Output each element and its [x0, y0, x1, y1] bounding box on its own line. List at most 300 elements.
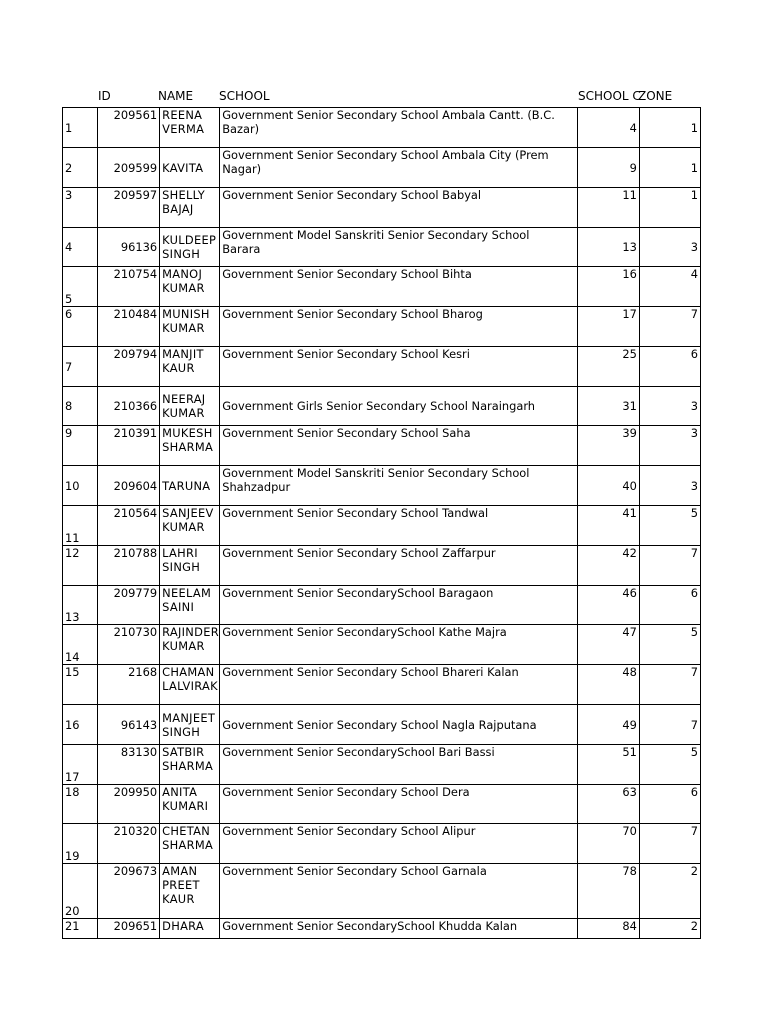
school-cell: [220, 466, 578, 506]
name-cell-line: SANJEEV: [162, 506, 214, 520]
name-cell: [160, 148, 220, 188]
name-cell-line: SHARMA: [162, 440, 214, 454]
serial-cell-line: 19: [65, 849, 80, 863]
school-code-cell: [577, 586, 639, 625]
name-cell-line: CHETAN: [162, 824, 211, 838]
name-cell: [160, 267, 220, 307]
serial-cell-line: 14: [65, 650, 80, 664]
zone-cell-line: 7: [690, 665, 698, 679]
school-cell-line: Government Senior SecondarySchool Khudda Kalan: [222, 919, 518, 933]
id-cell-line: 209599: [113, 160, 158, 175]
serial-cell: [63, 824, 98, 864]
school-cell: [220, 387, 578, 426]
serial-cell-line: 6: [65, 307, 73, 321]
table-row: [63, 824, 701, 864]
school-cell-line: Government Senior Secondary School Babyal: [222, 188, 482, 202]
name-cell-line: AMAN: [162, 864, 198, 878]
zone-cell-line: 7: [690, 546, 698, 560]
table-row: [63, 705, 701, 745]
zone-cell-line: 5: [690, 625, 698, 639]
school-cell-line: Government Senior Secondary School Tandwal: [222, 506, 489, 520]
zone-cell-line: 2: [690, 919, 698, 933]
name-cell: [160, 546, 220, 586]
header-school-code: SCHOOL C: [578, 89, 641, 103]
school-code-cell: [577, 785, 639, 824]
zone-cell-line: 3: [690, 426, 698, 440]
school-cell: [220, 625, 578, 665]
zone-cell-line: 7: [690, 307, 698, 321]
table-row: [63, 426, 701, 466]
id-cell: [98, 466, 160, 506]
name-cell-line: SHARMA: [162, 759, 214, 773]
serial-cell-line: 13: [65, 610, 80, 624]
id-cell-line: 210391: [113, 426, 158, 440]
zone-cell-line: 1: [690, 120, 698, 135]
zone-cell-line: 7: [690, 824, 698, 838]
school-code-cell: [577, 148, 639, 188]
zone-cell: [639, 267, 700, 307]
zone-cell-line: 3: [690, 240, 698, 254]
school-code-cell: [577, 919, 639, 939]
name-cell-line: MANOJ: [162, 267, 203, 281]
school-code-cell-line: 9: [629, 160, 637, 175]
school-code-cell: [577, 228, 639, 267]
zone-cell: [639, 919, 700, 939]
school-cell-line: Government Senior SecondarySchool Bari Bassi: [222, 745, 495, 759]
table-row: [63, 506, 701, 546]
id-cell-line: 2168: [128, 665, 158, 679]
zone-cell-line: 1: [690, 188, 698, 202]
name-cell-line: VERMA: [162, 122, 205, 136]
name-cell-line: MUNISH: [162, 307, 210, 321]
serial-cell-line: 17: [65, 770, 80, 784]
school-code-cell: [577, 665, 639, 705]
serial-cell: [63, 705, 98, 745]
school-cell-line: Government Senior Secondary School Bihta: [222, 267, 472, 281]
school-cell-line: Government Senior Secondary School Nagla Rajputana: [222, 717, 537, 732]
zone-cell: [639, 347, 700, 387]
serial-cell-line: 21: [65, 919, 80, 933]
header-id: ID: [98, 89, 111, 103]
serial-cell: [63, 665, 98, 705]
zone-cell-line: 6: [690, 347, 698, 361]
id-cell: [98, 785, 160, 824]
school-code-cell-line: 11: [622, 188, 637, 202]
zone-cell: [639, 625, 700, 665]
zone-cell: [639, 506, 700, 546]
id-cell-line: 210366: [113, 399, 158, 413]
name-cell-line: KUMAR: [162, 281, 205, 295]
school-cell: [220, 228, 578, 267]
zone-cell-line: 3: [690, 399, 698, 413]
id-cell-line: 96136: [120, 240, 158, 254]
serial-cell-line: 20: [65, 904, 80, 918]
school-cell-line: Government Model Sanskriti Senior Secondary School: [222, 466, 530, 480]
name-cell-line: TARUNA: [162, 478, 211, 493]
name-cell-line: MANJIT: [162, 347, 204, 361]
id-cell-line: 83130: [120, 745, 158, 759]
name-cell: [160, 506, 220, 546]
school-code-cell: [577, 824, 639, 864]
name-cell-line: KUMARI: [162, 799, 209, 813]
table-row: [63, 864, 701, 919]
school-cell-line: Government Senior Secondary School Garnala: [222, 864, 487, 878]
school-code-cell-line: 47: [622, 625, 637, 639]
zone-cell-line: 3: [690, 478, 698, 493]
table-row: [63, 267, 701, 307]
name-cell: [160, 387, 220, 426]
school-cell-line: Government Model Sanskriti Senior Secondary School: [222, 228, 530, 242]
id-cell: [98, 705, 160, 745]
serial-cell-line: 9: [65, 426, 73, 440]
name-cell-line: KAUR: [162, 361, 195, 375]
school-cell-line: Shahzadpur: [222, 480, 291, 494]
name-cell: [160, 466, 220, 506]
school-code-cell: [577, 108, 639, 148]
school-code-cell-line: 4: [629, 120, 637, 135]
name-cell-line: SAINI: [162, 600, 195, 614]
zone-cell-line: 2: [690, 864, 698, 878]
name-cell-line: NEERAJ: [162, 392, 206, 406]
zone-cell: [639, 785, 700, 824]
name-cell-line: CHAMAN: [162, 665, 215, 679]
name-cell: [160, 108, 220, 148]
id-cell-line: 209673: [113, 864, 158, 878]
school-code-cell-line: 78: [622, 864, 637, 878]
school-code-cell-line: 63: [622, 785, 637, 799]
serial-cell-line: 5: [65, 292, 73, 306]
id-cell-line: 209651: [113, 919, 158, 933]
school-code-cell: [577, 625, 639, 665]
id-cell-line: 209779: [113, 586, 158, 600]
school-cell-line: Government Senior Secondary School Bhareri Kalan: [222, 665, 519, 679]
name-cell: [160, 347, 220, 387]
zone-cell: [639, 705, 700, 745]
zone-cell-line: 1: [690, 160, 698, 175]
name-cell: [160, 586, 220, 625]
zone-cell-line: 5: [690, 745, 698, 759]
zone-cell-line: 6: [690, 586, 698, 600]
school-cell: [220, 745, 578, 785]
zone-cell: [639, 148, 700, 188]
name-cell: [160, 824, 220, 864]
name-cell-line: LALVIRAK: [162, 679, 218, 693]
id-cell: [98, 586, 160, 625]
name-cell-line: MANJEET: [162, 710, 216, 725]
school-cell-line: Government Senior Secondary School Ambala Cantt. (B.C.: [222, 108, 555, 122]
serial-cell: [63, 347, 98, 387]
name-cell: [160, 625, 220, 665]
table-row: [63, 919, 701, 939]
name-cell: [160, 785, 220, 824]
serial-cell: [63, 387, 98, 426]
id-cell-line: 209604: [113, 478, 158, 493]
id-cell: [98, 307, 160, 347]
school-code-cell-line: 46: [622, 586, 637, 600]
serial-cell: [63, 228, 98, 267]
table-row: [63, 466, 701, 506]
serial-cell-line: 15: [65, 665, 80, 679]
table-row: [63, 347, 701, 387]
id-cell: [98, 625, 160, 665]
zone-cell: [639, 188, 700, 228]
school-cell-line: Government Senior Secondary School Zaffarpur: [222, 546, 496, 560]
header-zone: ZONE: [638, 89, 673, 103]
id-cell: [98, 148, 160, 188]
school-code-cell: [577, 347, 639, 387]
id-cell-line: 210484: [113, 307, 158, 321]
zone-cell: [639, 387, 700, 426]
school-cell: [220, 307, 578, 347]
school-cell: [220, 148, 578, 188]
name-cell-line: SINGH: [162, 560, 201, 574]
table-row: [63, 546, 701, 586]
name-cell-line: ANITA: [162, 785, 198, 799]
serial-cell: [63, 586, 98, 625]
serial-cell: [63, 785, 98, 824]
name-cell-line: SINGH: [162, 247, 201, 261]
id-cell: [98, 824, 160, 864]
zone-cell: [639, 864, 700, 919]
id-cell: [98, 546, 160, 586]
zone-cell: [639, 546, 700, 586]
table-row: [63, 387, 701, 426]
table-row: [63, 625, 701, 665]
serial-cell: [63, 108, 98, 148]
serial-cell: [63, 466, 98, 506]
school-code-cell: [577, 864, 639, 919]
serial-cell: [63, 506, 98, 546]
serial-cell-line: 10: [65, 478, 80, 493]
name-cell-line: BAJAJ: [162, 202, 194, 216]
name-cell: [160, 864, 220, 919]
school-cell-line: Bazar): [222, 122, 260, 136]
zone-cell-line: 6: [690, 785, 698, 799]
table-row: [63, 148, 701, 188]
name-cell: [160, 228, 220, 267]
zone-cell-line: 5: [690, 506, 698, 520]
table-row: [63, 665, 701, 705]
name-cell: [160, 705, 220, 745]
id-cell: [98, 267, 160, 307]
school-cell: [220, 705, 578, 745]
table-row: [63, 228, 701, 267]
table-row: [63, 586, 701, 625]
zone-cell: [639, 665, 700, 705]
school-code-cell: [577, 546, 639, 586]
school-cell: [220, 665, 578, 705]
school-code-cell: [577, 506, 639, 546]
serial-cell: [63, 267, 98, 307]
table-row: [63, 307, 701, 347]
id-cell: [98, 919, 160, 939]
zone-cell: [639, 228, 700, 267]
serial-cell-line: 8: [65, 399, 73, 413]
school-cell: [220, 506, 578, 546]
name-cell: [160, 919, 220, 939]
zone-cell-line: 4: [690, 267, 698, 281]
name-cell: [160, 665, 220, 705]
school-code-cell: [577, 426, 639, 466]
zone-cell: [639, 307, 700, 347]
school-cell-line: Barara: [222, 242, 261, 256]
school-cell-line: Government Senior Secondary School Kesri: [222, 347, 470, 361]
name-cell-line: KAUR: [162, 892, 195, 906]
zone-cell: [639, 108, 700, 148]
school-cell-line: Nagar): [222, 162, 262, 176]
name-cell: [160, 188, 220, 228]
school-code-cell: [577, 705, 639, 745]
school-code-cell-line: 84: [622, 919, 637, 933]
school-code-cell-line: 17: [622, 307, 637, 321]
school-cell: [220, 188, 578, 228]
serial-cell-line: 12: [65, 546, 80, 560]
zone-cell: [639, 466, 700, 506]
table-row: [63, 785, 701, 824]
name-cell: [160, 426, 220, 466]
school-cell: [220, 347, 578, 387]
zone-cell: [639, 824, 700, 864]
id-cell: [98, 347, 160, 387]
school-code-cell-line: 40: [622, 478, 637, 493]
school-cell: [220, 426, 578, 466]
id-cell-line: 210730: [113, 625, 158, 639]
name-cell-line: RAJINDER: [162, 625, 219, 639]
id-cell: [98, 188, 160, 228]
id-cell-line: 210320: [113, 824, 158, 838]
header-name: NAME: [158, 89, 194, 103]
school-code-cell-line: 31: [622, 399, 637, 413]
zone-cell-line: 7: [690, 717, 698, 732]
serial-cell-line: 11: [65, 531, 80, 545]
serial-cell-line: 18: [65, 785, 80, 799]
school-cell-line: Government Senior SecondarySchool Baragaon: [222, 586, 494, 600]
serial-cell-line: 16: [65, 717, 80, 732]
id-cell: [98, 864, 160, 919]
school-cell-line: Government Senior Secondary School Bharog: [222, 307, 483, 321]
serial-cell-line: 2: [65, 160, 73, 175]
school-code-cell-line: 48: [622, 665, 637, 679]
name-cell-line: REENA: [162, 108, 203, 122]
name-cell-line: DHARA: [162, 919, 205, 933]
serial-cell-line: 1: [65, 120, 73, 135]
name-cell-line: NEELAM: [162, 586, 212, 600]
school-cell: [220, 267, 578, 307]
name-cell-line: KUMAR: [162, 406, 205, 420]
id-cell: [98, 426, 160, 466]
id-cell-line: 210788: [113, 546, 158, 560]
school-cell: [220, 864, 578, 919]
id-cell-line: 210564: [113, 506, 158, 520]
name-cell-line: KULDEEP: [162, 233, 217, 247]
name-cell: [160, 745, 220, 785]
id-cell-line: 96143: [120, 717, 158, 732]
header-school: SCHOOL: [219, 89, 270, 103]
name-cell-line: SATBIR: [162, 745, 205, 759]
serial-cell: [63, 625, 98, 665]
name-cell-line: KUMAR: [162, 639, 205, 653]
school-cell: [220, 108, 578, 148]
name-cell-line: PREET: [162, 878, 200, 892]
zone-cell: [639, 426, 700, 466]
school-cell-line: Government Senior Secondary School Ambala City (Prem: [222, 148, 549, 162]
name-cell-line: KUMAR: [162, 520, 205, 534]
school-cell-line: Government Senior SecondarySchool Kathe Majra: [222, 625, 507, 639]
school-code-cell-line: 41: [622, 506, 637, 520]
school-cell-line: Government Senior Secondary School Dera: [222, 785, 470, 799]
school-cell-line: Government Girls Senior Secondary School Naraingarh: [222, 399, 536, 413]
school-code-cell-line: 70: [622, 824, 637, 838]
school-code-cell-line: 25: [622, 347, 637, 361]
school-code-cell: [577, 267, 639, 307]
school-cell: [220, 546, 578, 586]
zone-cell: [639, 745, 700, 785]
school-cell: [220, 824, 578, 864]
id-cell-line: 209561: [113, 108, 158, 122]
id-cell-line: 210754: [113, 267, 158, 281]
school-cell: [220, 785, 578, 824]
school-code-cell-line: 16: [622, 267, 637, 281]
serial-cell: [63, 307, 98, 347]
school-code-cell-line: 39: [622, 426, 637, 440]
id-cell: [98, 665, 160, 705]
records-table: [62, 107, 701, 939]
serial-cell-line: 4: [65, 240, 73, 254]
serial-cell: [63, 148, 98, 188]
school-cell-line: Government Senior Secondary School Saha: [222, 426, 471, 440]
serial-cell: [63, 745, 98, 785]
serial-cell: [63, 864, 98, 919]
school-code-cell-line: 49: [622, 717, 637, 732]
school-code-cell: [577, 307, 639, 347]
table-row: [63, 108, 701, 148]
name-cell-line: KAVITA: [162, 160, 204, 175]
school-cell: [220, 586, 578, 625]
school-code-cell-line: 13: [622, 240, 637, 254]
serial-cell-line: 3: [65, 188, 73, 202]
serial-cell: [63, 919, 98, 939]
serial-cell: [63, 188, 98, 228]
name-cell-line: SHELLY: [162, 188, 206, 202]
id-cell-line: 209597: [113, 188, 158, 202]
school-code-cell: [577, 466, 639, 506]
id-cell: [98, 506, 160, 546]
id-cell-line: 209950: [113, 785, 158, 799]
name-cell: [160, 307, 220, 347]
school-cell: [220, 919, 578, 939]
name-cell-line: LAHRI: [162, 546, 198, 560]
serial-cell: [63, 426, 98, 466]
serial-cell-line: 7: [65, 359, 73, 374]
table-row: [63, 188, 701, 228]
school-cell-line: Government Senior Secondary School Alipur: [222, 824, 476, 838]
id-cell: [98, 228, 160, 267]
name-cell-line: MUKESH: [162, 426, 213, 440]
serial-cell: [63, 546, 98, 586]
zone-cell: [639, 586, 700, 625]
id-cell: [98, 745, 160, 785]
name-cell-line: KUMAR: [162, 321, 205, 335]
name-cell-line: SINGH: [162, 724, 201, 739]
school-code-cell: [577, 387, 639, 426]
name-cell-line: SHARMA: [162, 838, 214, 852]
school-code-cell-line: 51: [622, 745, 637, 759]
id-cell: [98, 108, 160, 148]
school-code-cell: [577, 188, 639, 228]
school-code-cell-line: 42: [622, 546, 637, 560]
id-cell-line: 209794: [113, 347, 158, 361]
table-row: [63, 745, 701, 785]
